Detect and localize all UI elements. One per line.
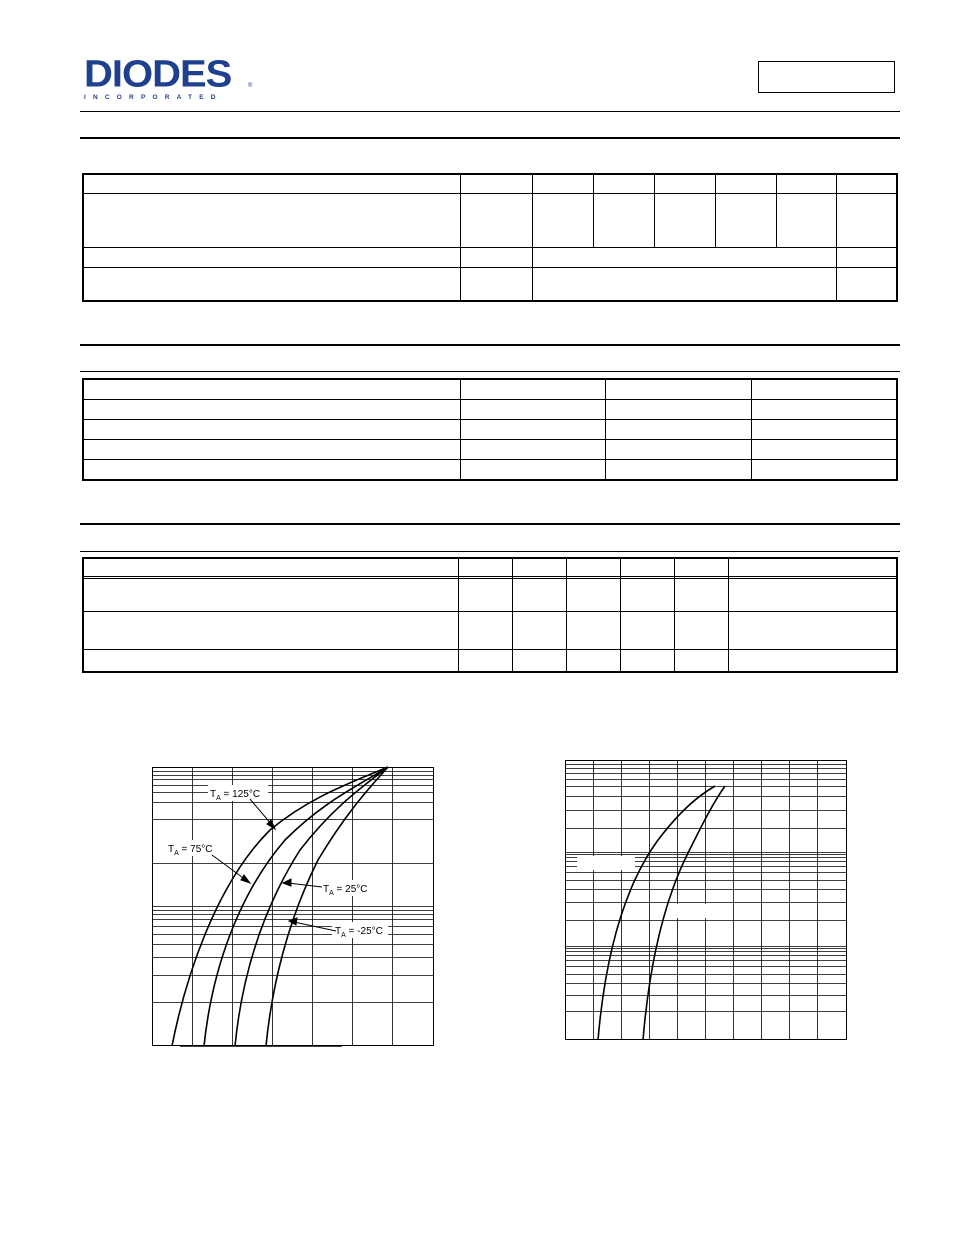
chart-1-arrows — [212, 799, 336, 931]
label-ta-25c: $T_A = 25^\circ C$ — [323, 884, 368, 897]
table-1-gridlines — [84, 175, 896, 300]
section-1-rule — [80, 137, 900, 139]
section-2-rule — [80, 344, 900, 346]
section-3-rule — [80, 523, 900, 525]
label-ta-75c: $T_A = 75^\circ C$ — [168, 844, 213, 857]
table-1 — [82, 173, 898, 302]
label-ta-m25c: $T_A = -25^\circ C$ — [335, 926, 383, 939]
table-3 — [82, 557, 898, 673]
chart-2 — [563, 758, 849, 1042]
part-number-box — [758, 61, 895, 93]
registered-mark: ® — [248, 83, 253, 89]
chart-1-grid — [152, 767, 434, 1046]
chart-2-grid — [565, 760, 847, 1040]
section-2-subrule — [80, 371, 900, 372]
table-2-gridlines — [84, 380, 896, 479]
header-rule — [80, 111, 900, 112]
section-3-subrule — [80, 551, 900, 552]
table-2 — [82, 378, 898, 481]
logo-subtext: INCORPORATED — [84, 94, 223, 101]
chart-1 — [150, 765, 436, 1049]
logo-wordmark: DIODES — [84, 53, 232, 95]
label-ta-125c: $T_A = 125^\circ C$ — [210, 789, 261, 802]
table-3-gridlines — [84, 559, 896, 671]
company-logo — [84, 55, 256, 101]
